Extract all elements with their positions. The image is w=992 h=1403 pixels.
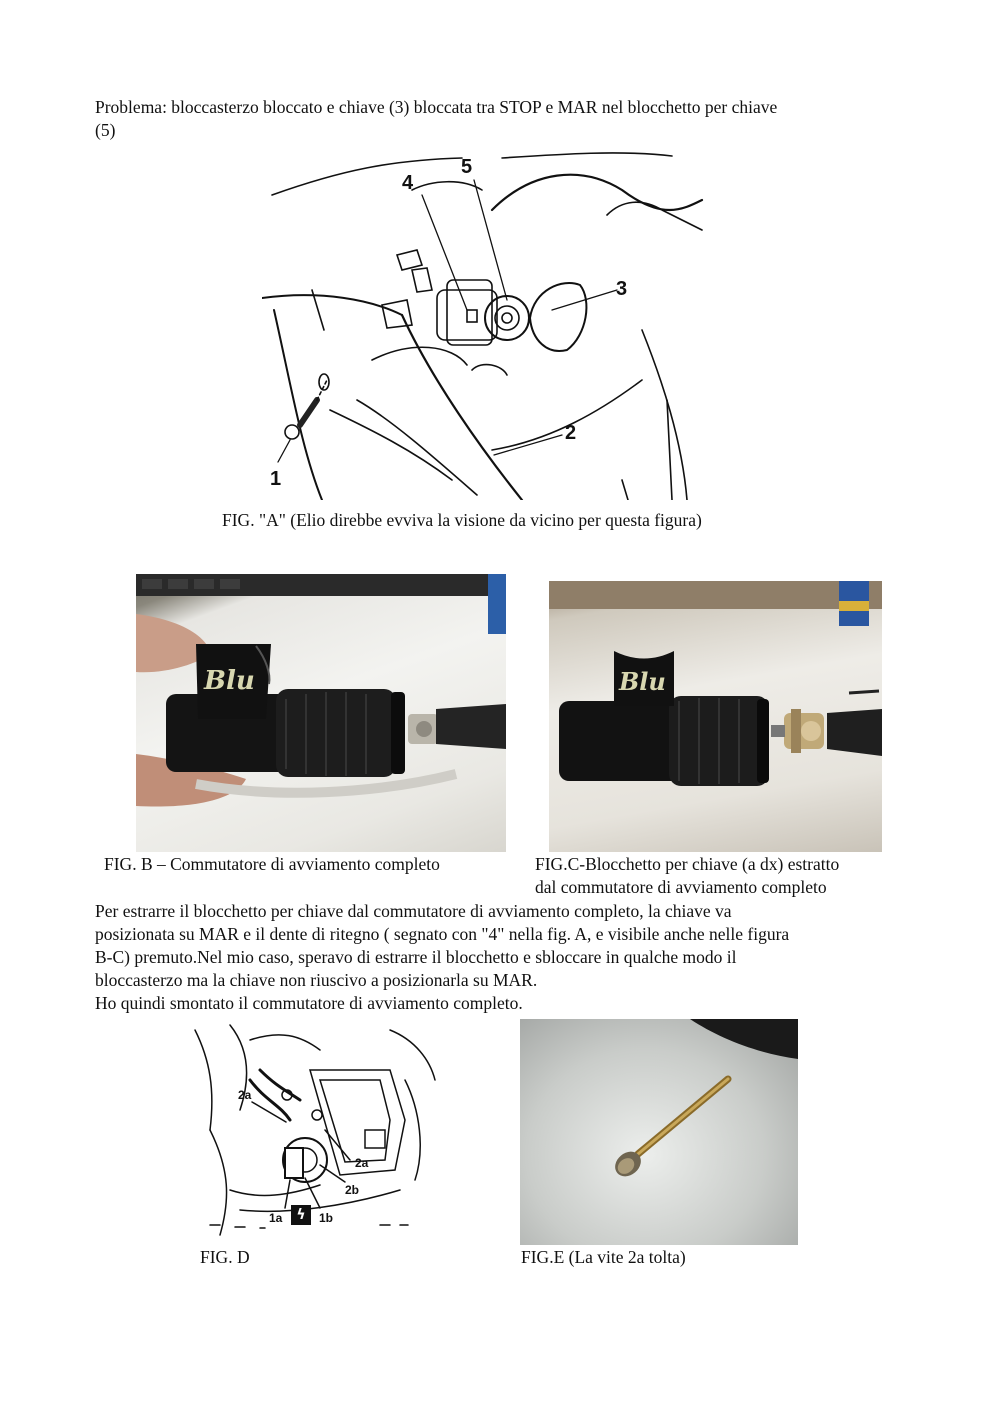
figure-d-label-1b: 1b: [319, 1211, 334, 1225]
body-line-3: B-C) premuto.Nel mio caso, speravo di estrarre il blocchetto e sbloccare in qualche modo il: [95, 947, 737, 967]
figure-d-label-1a: 1a: [269, 1211, 283, 1225]
lightning-icon: ϟ: [291, 1205, 311, 1225]
figure-a-caption: FIG. "A" (Elio direbbe evviva la visione da vicino per questa figura): [222, 510, 702, 530]
figure-a-label-2: 2: [565, 422, 577, 444]
figure-c-caption-line-1: FIG.C-Blocchetto per chiave (a dx) estratto: [535, 854, 840, 874]
figure-a-label-3: 3: [616, 278, 628, 300]
figure-c-photo: [549, 581, 882, 852]
figure-e-caption: FIG.E (La vite 2a tolta): [521, 1247, 686, 1267]
figure-a-drawing: [262, 150, 707, 500]
intro-line-1: Problema: bloccasterzo bloccato e chiave (3) bloccata tra STOP e MAR nel blocchetto per chiave: [95, 97, 778, 117]
body-line-4: bloccasterzo ma la chiave non riuscivo a posizionarla su MAR.: [95, 970, 538, 990]
figure-a-label-1: 1: [270, 468, 282, 490]
figure-e-photo: [520, 1019, 798, 1245]
body-line-2: posizionata su MAR e il dente di ritegno ( segnato con "4" nella fig. A, e visibile anche nelle figura: [95, 924, 790, 944]
figure-d-label-2a-right: 2a: [355, 1156, 369, 1170]
figure-d-label-2a-top: 2a: [238, 1088, 252, 1102]
body-line-1: Per estrarre il blocchetto per chiave dal commutatore di avviamento completo, la chiave va: [95, 901, 732, 921]
figure-b-handwriting: Blu: [204, 666, 255, 696]
figure-c-caption-line-2: dal commutatore di avviamento completo: [535, 877, 827, 897]
figure-b-photo: [136, 574, 506, 852]
figure-d-label-2b: 2b: [345, 1183, 360, 1197]
figure-d-drawing: [190, 1020, 440, 1240]
figure-c-handwriting: Blu: [619, 667, 666, 696]
figure-b-caption: FIG. B – Commutatore di avviamento completo: [104, 854, 440, 874]
figure-a-label-4: 4: [402, 172, 414, 194]
body-line-5: Ho quindi smontato il commutatore di avviamento completo.: [95, 993, 523, 1013]
figure-d-caption: FIG. D: [200, 1247, 250, 1267]
figure-a-label-5: 5: [461, 156, 473, 178]
intro-line-2: (5): [95, 120, 116, 140]
